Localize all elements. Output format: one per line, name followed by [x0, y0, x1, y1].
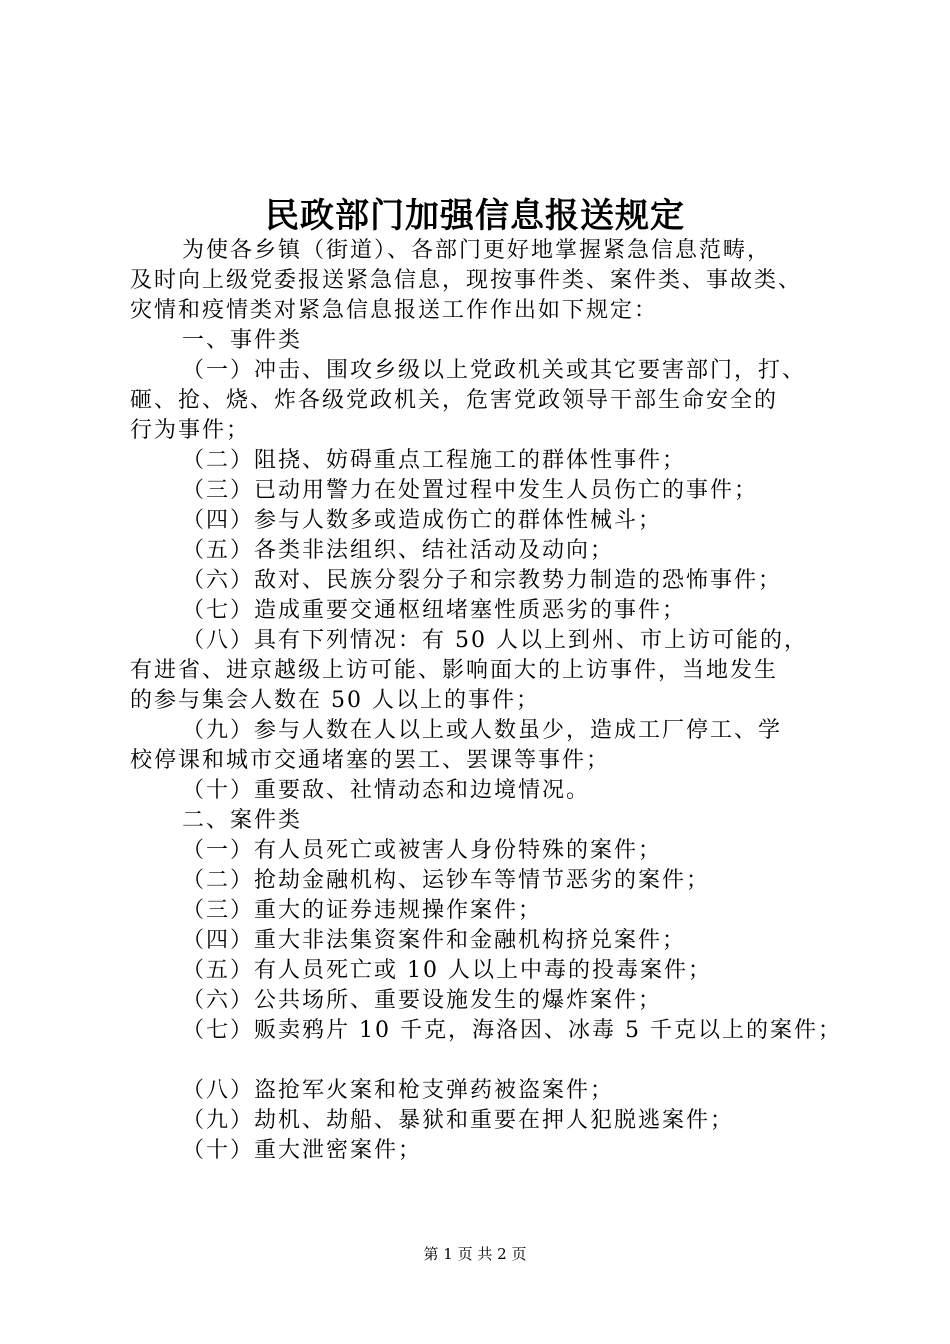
section-line: （八）具有下列情况：有 50 人以上到州、市上访可能的， [182, 628, 808, 653]
document-title: 民政部门加强信息报送规定 [265, 196, 685, 236]
section-line: （三）重大的证券违规操作案件； [182, 898, 543, 923]
section-line: （四）重大非法集资案件和金融机构挤兑案件； [182, 928, 687, 953]
section-line: （六）公共场所、重要设施发生的爆炸案件； [182, 988, 663, 1013]
section-line: （二）阻挠、妨碍重点工程施工的群体性事件； [182, 448, 687, 473]
section-line: （一）有人员死亡或被害人身份特殊的案件； [182, 838, 663, 863]
section-line: （九）劫机、劫船、暴狱和重要在押人犯脱逃案件； [182, 1108, 735, 1133]
section-heading: 二、案件类 [182, 808, 303, 833]
section-line: （六）敌对、民族分裂分子和宗教势力制造的恐怖事件； [182, 568, 783, 593]
section-line: （八）盗抢军火案和枪支弹药被盗案件； [182, 1078, 615, 1103]
section-line: （七）贩卖鸦片 10 千克，海洛因、冰毒 5 千克以上的案件； [182, 1018, 842, 1043]
intro-line: 为使各乡镇（街道）、各部门更好地掌握紧急信息范畴， [182, 238, 772, 263]
section-line: 行为事件； [130, 418, 251, 443]
section-line: 有进省、进京越级上访可能、影响面大的上访事件，当地发生 [130, 658, 779, 683]
section-line: 的参与集会人数在 50 人以上的事件； [130, 688, 540, 713]
section-line: （十）重要敌、社情动态和边境情况。 [182, 778, 591, 803]
section-line: （二）抢劫金融机构、运钞车等情节恶劣的案件； [182, 868, 711, 893]
section-line: （七）造成重要交通枢纽堵塞性质恶劣的事件； [182, 598, 687, 623]
section-line: （三）已动用警力在处置过程中发生人员伤亡的事件； [182, 478, 759, 503]
intro-line: 灾情和疫情类对紧急信息报送工作作出如下规定： [130, 298, 659, 323]
page-footer: 第 1 页 共 2 页 [423, 1245, 527, 1263]
section-line: 校停课和城市交通堵塞的罢工、罢课等事件； [130, 748, 611, 773]
intro-line: 及时向上级党委报送紧急信息，现按事件类、案件类、事故类、 [130, 268, 803, 293]
section-heading: 一、事件类 [182, 328, 303, 353]
section-line: （一）冲击、围攻乡级以上党政机关或其它要害部门，打、 [182, 358, 807, 383]
section-line: （九）参与人数在人以上或人数虽少，造成工厂停工、学 [182, 718, 783, 743]
section-line: 砸、抢、烧、炸各级党政机关，危害党政领导干部生命安全的 [130, 388, 779, 413]
section-line: （五）有人员死亡或 10 人以上中毒的投毒案件； [182, 958, 712, 983]
section-line: （十）重大泄密案件； [182, 1138, 423, 1163]
section-line: （四）参与人数多或造成伤亡的群体性械斗； [182, 508, 663, 533]
section-line: （五）各类非法组织、结社活动及动向； [182, 538, 615, 563]
